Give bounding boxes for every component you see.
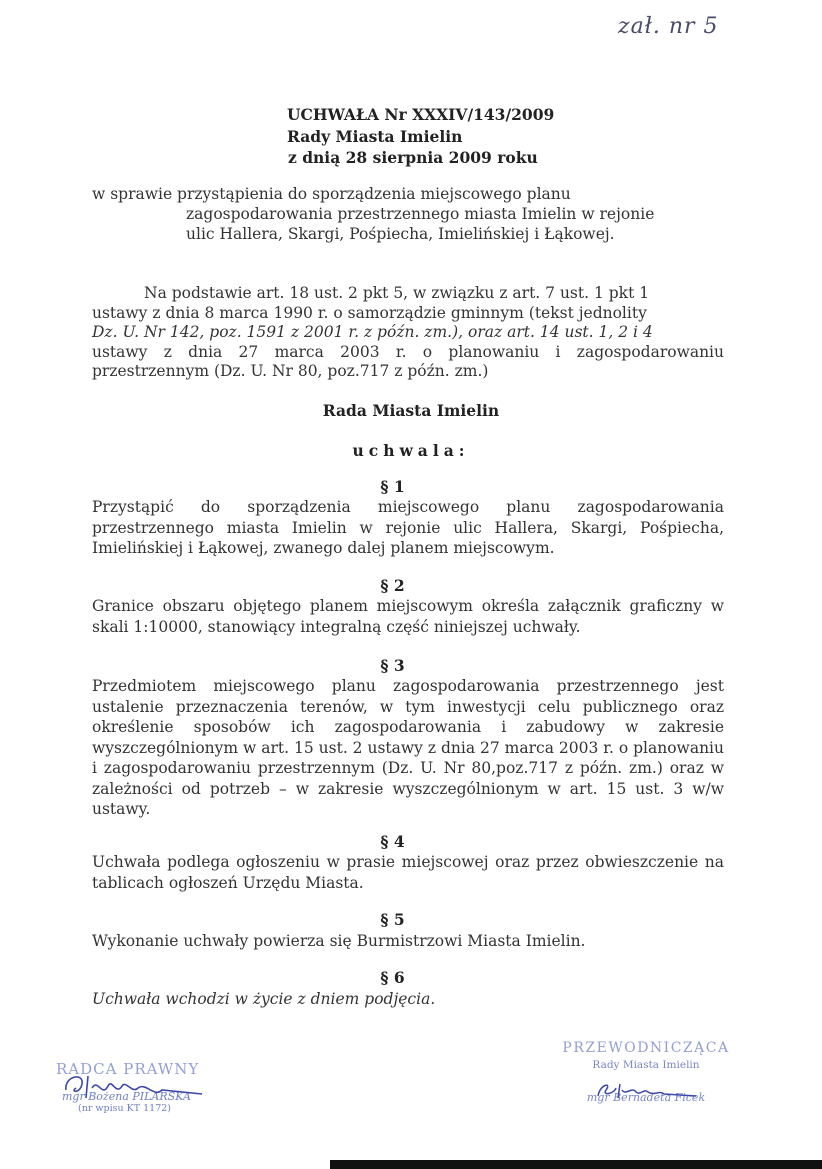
paragraph-5-text: Wykonanie uchwały powierza się Burmistrzowi Miasta Imielin. xyxy=(92,932,586,950)
legal-advisor-signature xyxy=(62,1068,212,1104)
paragraph-6-text: Uchwała wchodzi w życie z dniem podjęcia. xyxy=(92,990,436,1008)
paragraph-2-text: Granice obszaru objętego planem miejscowym określa załącznik graficzny w skali 1:10000, stanowiący integralną część niniejszej uchwały. xyxy=(92,597,724,636)
title-line-3: z dnią 28 sierpnia 2009 roku xyxy=(288,148,538,167)
subject-line-2: zagospodarowania przestrzennego miasta Imielin w rejonie xyxy=(186,205,655,223)
paragraph-3-text: Przedmiotem miejscowego planu zagospodarowania przestrzennego jest ustalenie przeznaczenia terenów, w tym inwestycji celu publicznego oraz określenie sposobów ich zagospodarowania i zabudowy w zakresie wyszczególnionym w art. 15 ust. 2 ustawy z dnia 27 marca 2003 r. o planowaniu i zagospodarowaniu przestrzennym (Dz. U. Nr 80,poz.717 z późn. zm.) oraz w zależności od potrzeb – w zakresie wyszczególnionym w art. 15 ust. 3 w/w ustawy. xyxy=(92,677,724,818)
basis-line-5: przestrzennym (Dz. U. Nr 80, poz.717 z późn. zm.) xyxy=(92,362,489,380)
paragraph-5-heading: § 5 xyxy=(380,910,405,929)
title-line-2: Rady Miasta Imielin xyxy=(287,126,463,146)
basis-line-4: ustawy z dnia 27 marca 2003 r. o planowaniu i zagospodarowaniu xyxy=(92,342,724,361)
paragraph-6-heading: § 6 xyxy=(380,968,405,987)
paragraph-4-text: Uchwała podlega ogłoszeniu w prasie miejscowej oraz przez obwieszczenie na tablicach ogłoszeń Urzędu Miasta. xyxy=(92,853,724,892)
resolves-heading: uchwala: xyxy=(352,441,470,460)
title-line-1: UCHWAŁA Nr XXXIV/143/2009 xyxy=(287,105,555,124)
stamp-left-name: mgr Bożena PILARSKA xyxy=(62,1090,191,1103)
scan-edge-bar xyxy=(330,1160,822,1169)
stamp-right-title: PRZEWODNICZĄCA xyxy=(562,1040,730,1056)
stamp-left-number: (nr wpisu KT 1172) xyxy=(78,1103,171,1114)
stamp-right-org: Rady Miasta Imielin xyxy=(592,1059,700,1071)
paragraph-2-heading: § 2 xyxy=(380,576,405,595)
paragraph-3-heading: § 3 xyxy=(380,656,405,675)
basis-line-1: Na podstawie art. 18 ust. 2 pkt 5, w związku z art. 7 ust. 1 pkt 1 xyxy=(144,284,650,302)
resolution-subject xyxy=(92,184,712,244)
stamp-left-title: RADCA PRAWNY xyxy=(56,1060,200,1078)
basis-line-2: ustawy z dnia 8 marca 1990 r. o samorządzie gminnym (tekst jednolity xyxy=(92,303,647,322)
paragraph-1-heading: § 1 xyxy=(380,477,405,496)
basis-line-3: Dz. U. Nr 142, poz. 1591 z 2001 r. z późn. zm.), oraz art. 14 ust. 1, 2 i 4 xyxy=(92,323,653,341)
paragraph-1-text: Przystąpić do sporządzenia miejscowego planu zagospodarowania przestrzennego miasta Imielin w rejonie ulic Hallera, Skargi, Pośpiecha, Imielińskiej i Łąkowej, zwanego dalej planem miejscowym. xyxy=(92,498,724,557)
paragraph-4-heading: § 4 xyxy=(380,832,405,851)
legal-basis xyxy=(92,284,724,382)
council-chair-signature xyxy=(592,1078,702,1104)
subject-line-3: ulic Hallera, Skargi, Pośpiecha, Imielińskiej i Łąkowej. xyxy=(186,225,615,243)
stamp-right-name: mgr Bernadeta Ficek xyxy=(586,1091,706,1104)
resolution-title xyxy=(287,104,607,169)
council-heading: Rada Miasta Imielin xyxy=(322,401,500,420)
subject-line-1: w sprawie przystąpienia do sporządzenia miejscowego planu xyxy=(92,185,571,203)
handwritten-annotation: zał. nr 5 xyxy=(618,14,719,39)
